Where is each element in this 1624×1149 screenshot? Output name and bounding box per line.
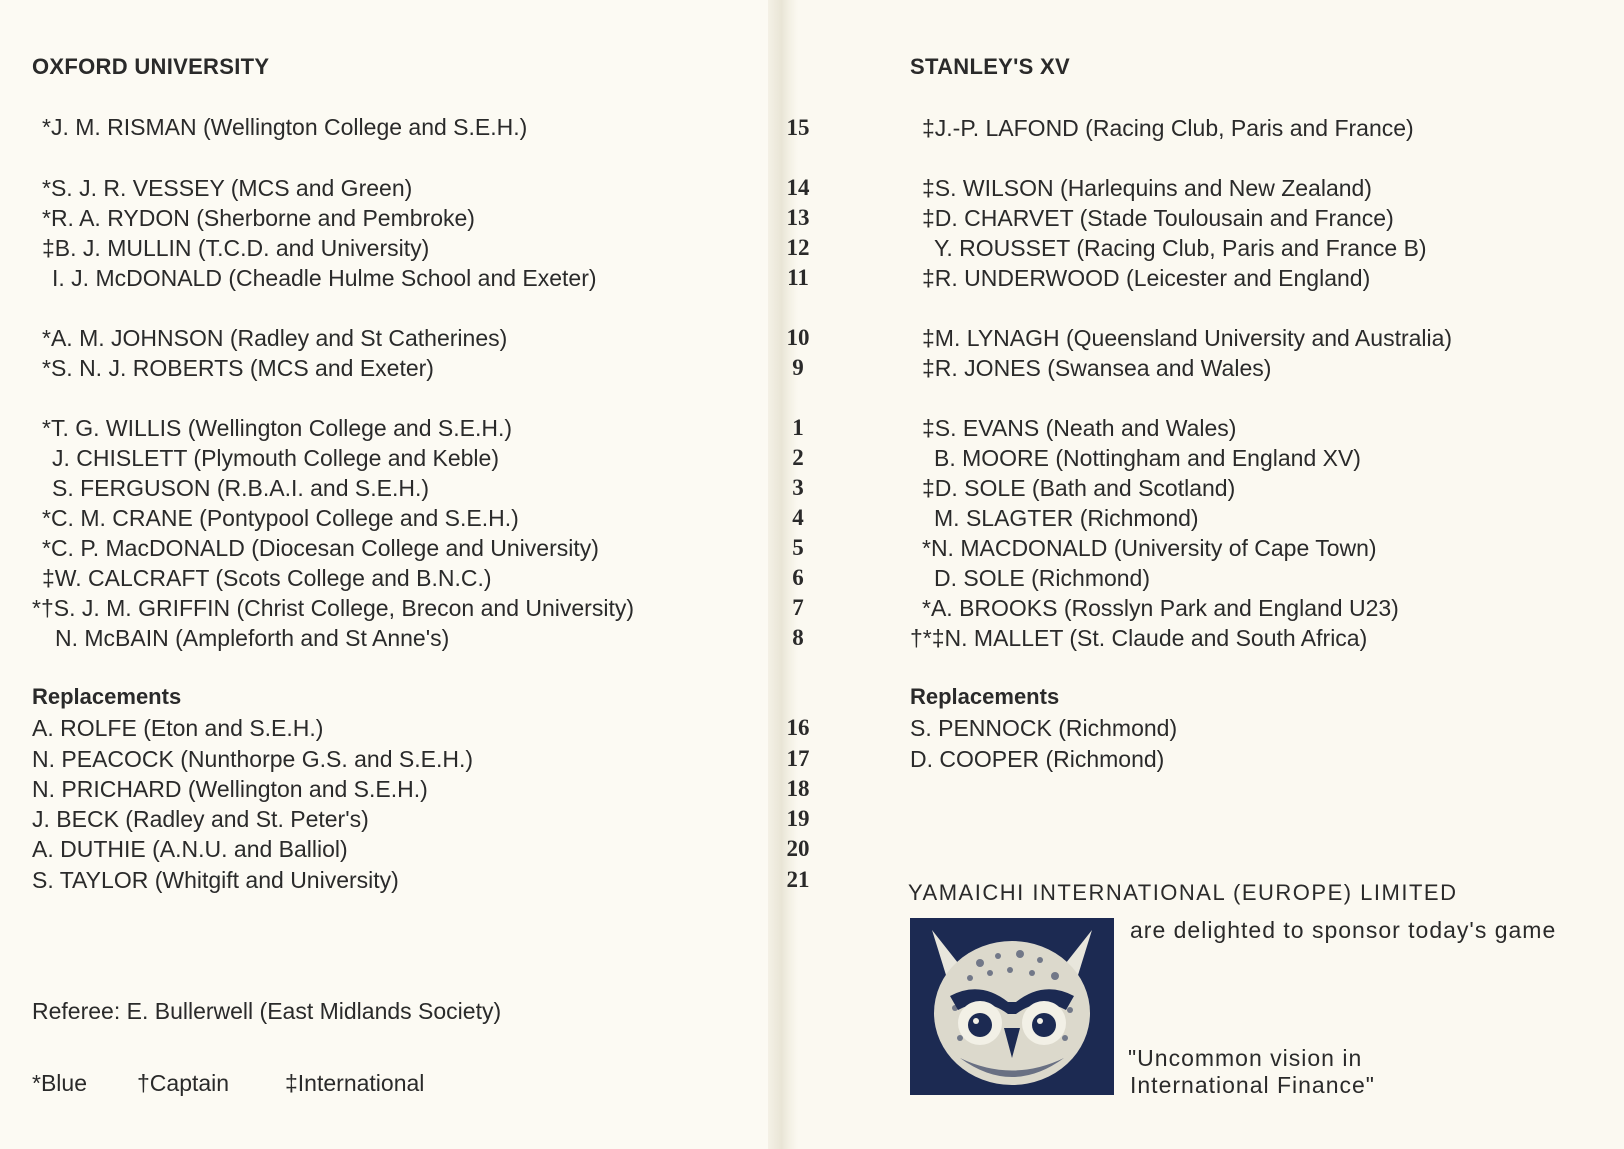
stanleys-replacement: S. PENNOCK (Richmond)	[910, 715, 1178, 741]
oxford-player-15: *J. M. RISMAN (Wellington College and S.E.H.)	[42, 114, 528, 140]
position-number: 3	[792, 475, 804, 500]
position-number: 4	[792, 505, 804, 530]
oxford-player-4: *C. M. CRANE (Pontypool College and S.E.H.)	[42, 505, 519, 531]
oxford-player-14: *S. J. R. VESSEY (MCS and Green)	[42, 175, 413, 201]
position-number: 16	[786, 715, 810, 740]
oxford-player-11: I. J. McDONALD (Cheadle Hulme School and Exeter)	[52, 265, 597, 291]
stanleys-player: ‡M. LYNAGH (Queensland University and Australia)	[922, 325, 1453, 351]
key-captain: †Captain	[137, 1070, 230, 1096]
oxford-player-2: J. CHISLETT (Plymouth College and Keble)	[52, 445, 499, 471]
stanleys-player: ‡J.-P. LAFOND (Racing Club, Paris and France)	[922, 115, 1414, 141]
slogan-line-1: "Uncommon vision in	[1128, 1045, 1363, 1071]
stanleys-player: B. MOORE (Nottingham and England XV)	[934, 445, 1361, 471]
oxford-player-6: ‡W. CALCRAFT (Scots College and B.N.C.)	[42, 565, 492, 591]
oxford-player-12: ‡B. J. MULLIN (T.C.D. and University)	[42, 235, 430, 261]
position-number: 7	[792, 595, 804, 620]
stanleys-player: *N. MACDONALD (University of Cape Town)	[922, 535, 1377, 561]
oxford-replacement: A. DUTHIE (A.N.U. and Balliol)	[32, 836, 348, 862]
position-number: 21	[786, 867, 810, 892]
position-number: 12	[786, 235, 810, 260]
oxford-player-9: *S. N. J. ROBERTS (MCS and Exeter)	[42, 355, 434, 381]
slogan-line-2: International Finance"	[1130, 1072, 1375, 1098]
oxford-replacement: N. PRICHARD (Wellington and S.E.H.)	[32, 776, 428, 802]
stanleys-player: ‡R. UNDERWOOD (Leicester and England)	[922, 265, 1371, 291]
oxford-player-10: *A. M. JOHNSON (Radley and St Catherines)	[42, 325, 508, 351]
position-number: 19	[786, 806, 810, 831]
oxford-replacements-heading: Replacements	[32, 684, 182, 709]
position-number: 14	[786, 175, 810, 200]
oxford-player-1: *T. G. WILLIS (Wellington College and S.E.H.)	[42, 415, 512, 441]
position-number: 11	[787, 265, 809, 290]
position-number: 1	[792, 415, 804, 440]
position-number: 6	[792, 565, 804, 590]
stanleys-player: Y. ROUSSET (Racing Club, Paris and France B)	[934, 235, 1427, 261]
owl-logo-icon	[910, 918, 1114, 1095]
position-number: 9	[792, 355, 804, 380]
position-number: 10	[786, 325, 810, 350]
stanleys-player: *A. BROOKS (Rosslyn Park and England U23)	[922, 595, 1399, 621]
key-blue: *Blue	[32, 1070, 87, 1096]
stanleys-replacement: D. COOPER (Richmond)	[910, 746, 1165, 772]
oxford-player-8: N. McBAIN (Ampleforth and St Anne's)	[55, 625, 450, 651]
oxford-replacement: J. BECK (Radley and St. Peter's)	[32, 806, 369, 832]
referee-line: Referee: E. Bullerwell (East Midlands Society)	[32, 998, 502, 1024]
position-number: 2	[792, 445, 804, 470]
stanleys-player: ‡R. JONES (Swansea and Wales)	[922, 355, 1272, 381]
stanleys-heading: STANLEY'S XV	[910, 54, 1071, 79]
oxford-replacement: A. ROLFE (Eton and S.E.H.)	[32, 715, 324, 741]
oxford-player-13: *R. A. RYDON (Sherborne and Pembroke)	[42, 205, 475, 231]
stanleys-player: †*‡N. MALLET (St. Claude and South Africa)	[910, 625, 1368, 651]
oxford-replacement: N. PEACOCK (Nunthorpe G.S. and S.E.H.)	[32, 746, 473, 772]
oxford-player-7: *†S. J. M. GRIFFIN (Christ College, Brecon and University)	[32, 595, 634, 621]
oxford-player-3: S. FERGUSON (R.B.A.I. and S.E.H.)	[52, 475, 430, 501]
stanleys-player: ‡D. CHARVET (Stade Toulousain and France)	[922, 205, 1394, 231]
stanleys-player: M. SLAGTER (Richmond)	[934, 505, 1199, 531]
stanleys-player: ‡S. WILSON (Harlequins and New Zealand)	[922, 175, 1372, 201]
oxford-player-5: *C. P. MacDONALD (Diocesan College and University)	[42, 535, 599, 561]
stanleys-player: ‡S. EVANS (Neath and Wales)	[922, 415, 1237, 441]
stanleys-player: ‡D. SOLE (Bath and Scotland)	[922, 475, 1236, 501]
position-number: 18	[786, 776, 810, 801]
stanleys-player: D. SOLE (Richmond)	[934, 565, 1151, 591]
position-number: 17	[786, 746, 810, 771]
position-number: 20	[786, 836, 810, 861]
position-number: 15	[786, 115, 810, 140]
oxford-heading: OXFORD UNIVERSITY	[32, 54, 270, 79]
position-number: 13	[786, 205, 810, 230]
key-international: ‡International	[285, 1070, 425, 1096]
position-number: 8	[792, 625, 804, 650]
position-number: 5	[792, 535, 804, 560]
stanleys-replacements-heading: Replacements	[910, 684, 1060, 709]
oxford-replacement: S. TAYLOR (Whitgift and University)	[32, 867, 399, 893]
sponsor-message: are delighted to sponsor today's game	[1130, 917, 1557, 943]
sponsor-name: YAMAICHI INTERNATIONAL (EUROPE) LIMITED	[908, 880, 1458, 905]
